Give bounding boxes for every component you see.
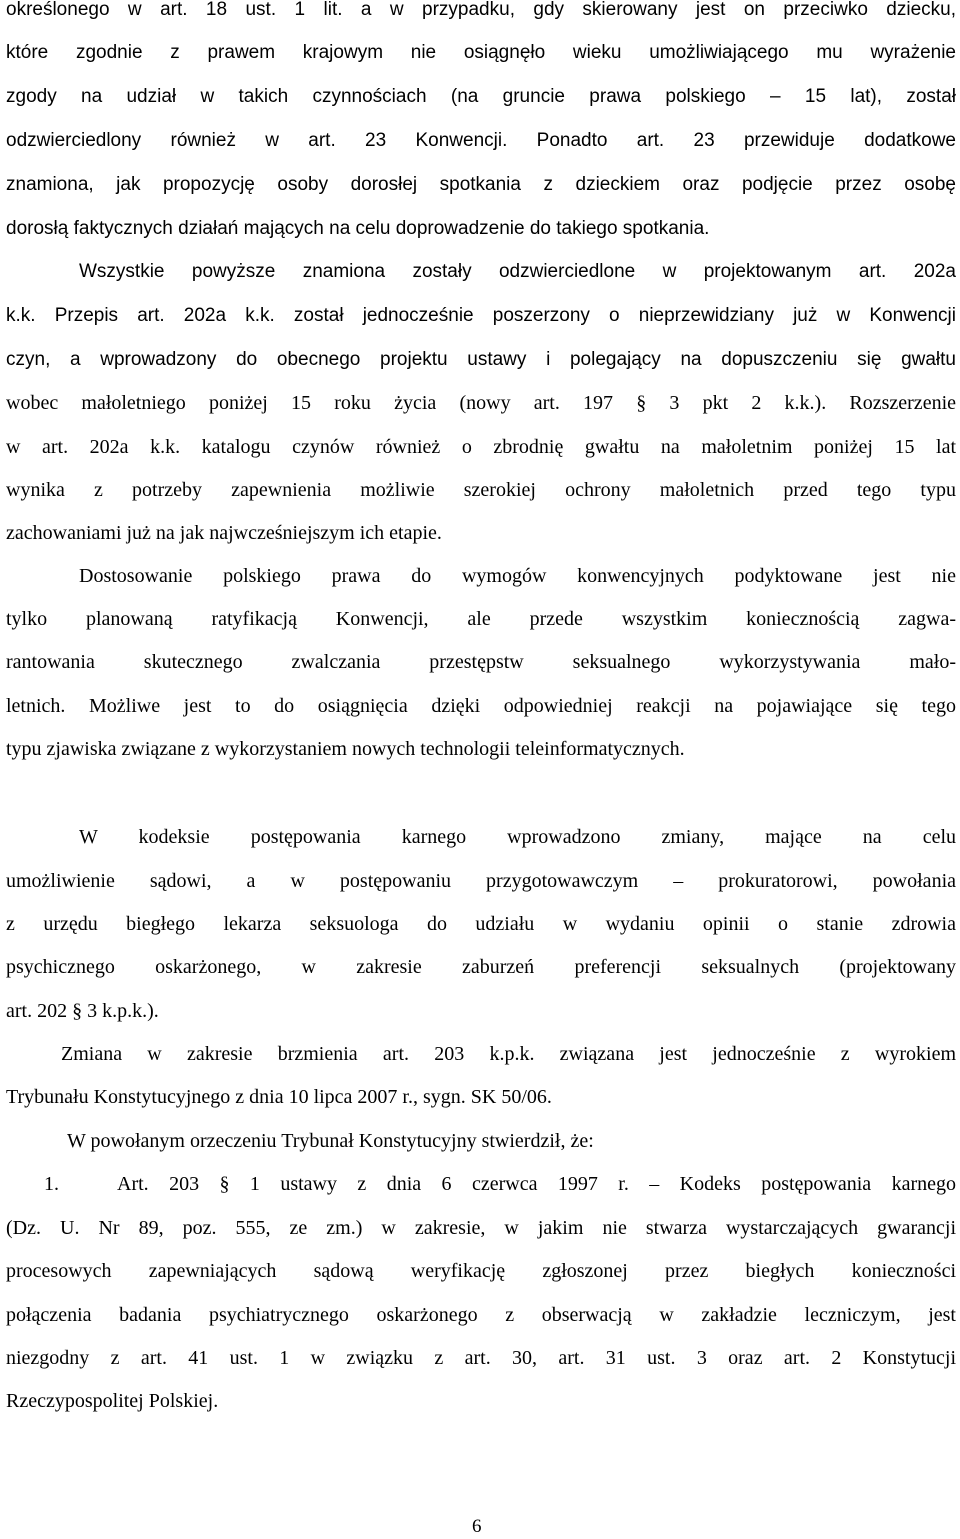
text-line: połączenia badania psychiatrycznego oskarżonego z obserwacją w zakładzie leczniczym, jest [6,1304,956,1326]
list-number: 1. [44,1173,59,1195]
text-line: które zgodnie z prawem krajowym nie osiągnęło wieku umożliwiającego mu wyrażenie [6,42,956,63]
text-line: z urzędu biegłego lekarza seksuologa do udziału w wydaniu opinii o stanie zdrowia [6,913,956,935]
text-line: znamiona, jak propozycję osoby dorosłej spotkania z dzieckiem oraz podjęcie przez osobę [6,174,956,195]
text-line: Zmiana w zakresie brzmienia art. 203 k.p.k. związana jest jednocześnie z wyrokiem [61,1043,956,1065]
text-line: Art. 203 § 1 ustawy z dnia 6 czerwca 1997 r. – Kodeks postępowania karnego [117,1173,956,1195]
page-number: 6 [472,1516,482,1537]
document-page [6,0,956,1537]
text-line: W powołanym orzeczeniu Trybunał Konstytucyjny stwierdził, że: [67,1130,594,1152]
text-line: zgody na udział w takich czynnościach (na gruncie prawa polskiego – 15 lat), został [6,86,956,107]
text-line: niezgodny z art. 41 ust. 1 w związku z art. 30, art. 31 ust. 3 oraz art. 2 Konstytucji [6,1347,956,1369]
text-line: w art. 202a k.k. katalogu czynów również o zbrodnię gwałtu na małoletnim poniżej 15 lat [6,436,956,458]
text-line: W kodeksie postępowania karnego wprowadzono zmiany, mające na celu [79,826,956,848]
text-line: letnich. Możliwe jest to do osiągnięcia dzięki odpowiedniej reakcji na pojawiające się tego [6,695,956,717]
text-line: zachowaniami już na jak najwcześniejszym ich etapie. [6,522,442,544]
text-line: umożliwienie sądowi, a w postępowaniu przygotowawczym – prokuratorowi, powołania [6,870,956,892]
text-line: typu zjawiska związane z wykorzystaniem nowych technologii teleinformatycznych. [6,738,685,760]
text-line: wobec małoletniego poniżej 15 roku życia (nowy art. 197 § 3 pkt 2 k.k.). Rozszerzenie [6,392,956,414]
text-line: Wszystkie powyższe znamiona zostały odzwierciedlone w projektowanym art. 202a [79,261,956,282]
text-line: psychicznego oskarżonego, w zakresie zaburzeń preferencji seksualnych (projektowany [6,956,956,978]
text-line: czyn, a wprowadzony do obecnego projektu ustawy i polegający na dopuszczeniu się gwałtu [6,349,956,370]
text-line: Trybunału Konstytucyjnego z dnia 10 lipca 2007 r., sygn. SK 50/06. [6,1086,552,1108]
text-line: rantowania skutecznego zwalczania przestępstw seksualnego wykorzystywania mało- [6,651,956,673]
text-line: wynika z potrzeby zapewnienia możliwie szerokiej ochrony małoletnich przed tego typu [6,479,956,501]
text-line: Dostosowanie polskiego prawa do wymogów konwencyjnych podyktowane jest nie [79,565,956,587]
text-line: Rzeczypospolitej Polskiej. [6,1390,219,1412]
text-line: dorosłą faktycznych działań mających na celu doprowadzenie do takiego spotkania. [6,218,710,239]
text-line: tylko planowaną ratyfikacją Konwencji, ale przede wszystkim koniecznością zagwa- [6,608,956,630]
text-line: (Dz. U. Nr 89, poz. 555, ze zm.) w zakresie, w jakim nie stwarza wystarczających gwarancji [6,1217,956,1239]
text-line: art. 202 § 3 k.p.k.). [6,1000,159,1022]
text-line: procesowych zapewniających sądową weryfikację zgłoszonej przez biegłych konieczności [6,1260,956,1282]
text-line: odzwierciedlony również w art. 23 Konwencji. Ponadto art. 23 przewiduje dodatkowe [6,130,956,151]
text-line: k.k. Przepis art. 202a k.k. został jednocześnie poszerzony o nieprzewidziany już w Konwencji [6,305,956,326]
text-line: określonego w art. 18 ust. 1 lit. a w przypadku, gdy skierowany jest on przeciwko dziecku, [6,0,956,20]
